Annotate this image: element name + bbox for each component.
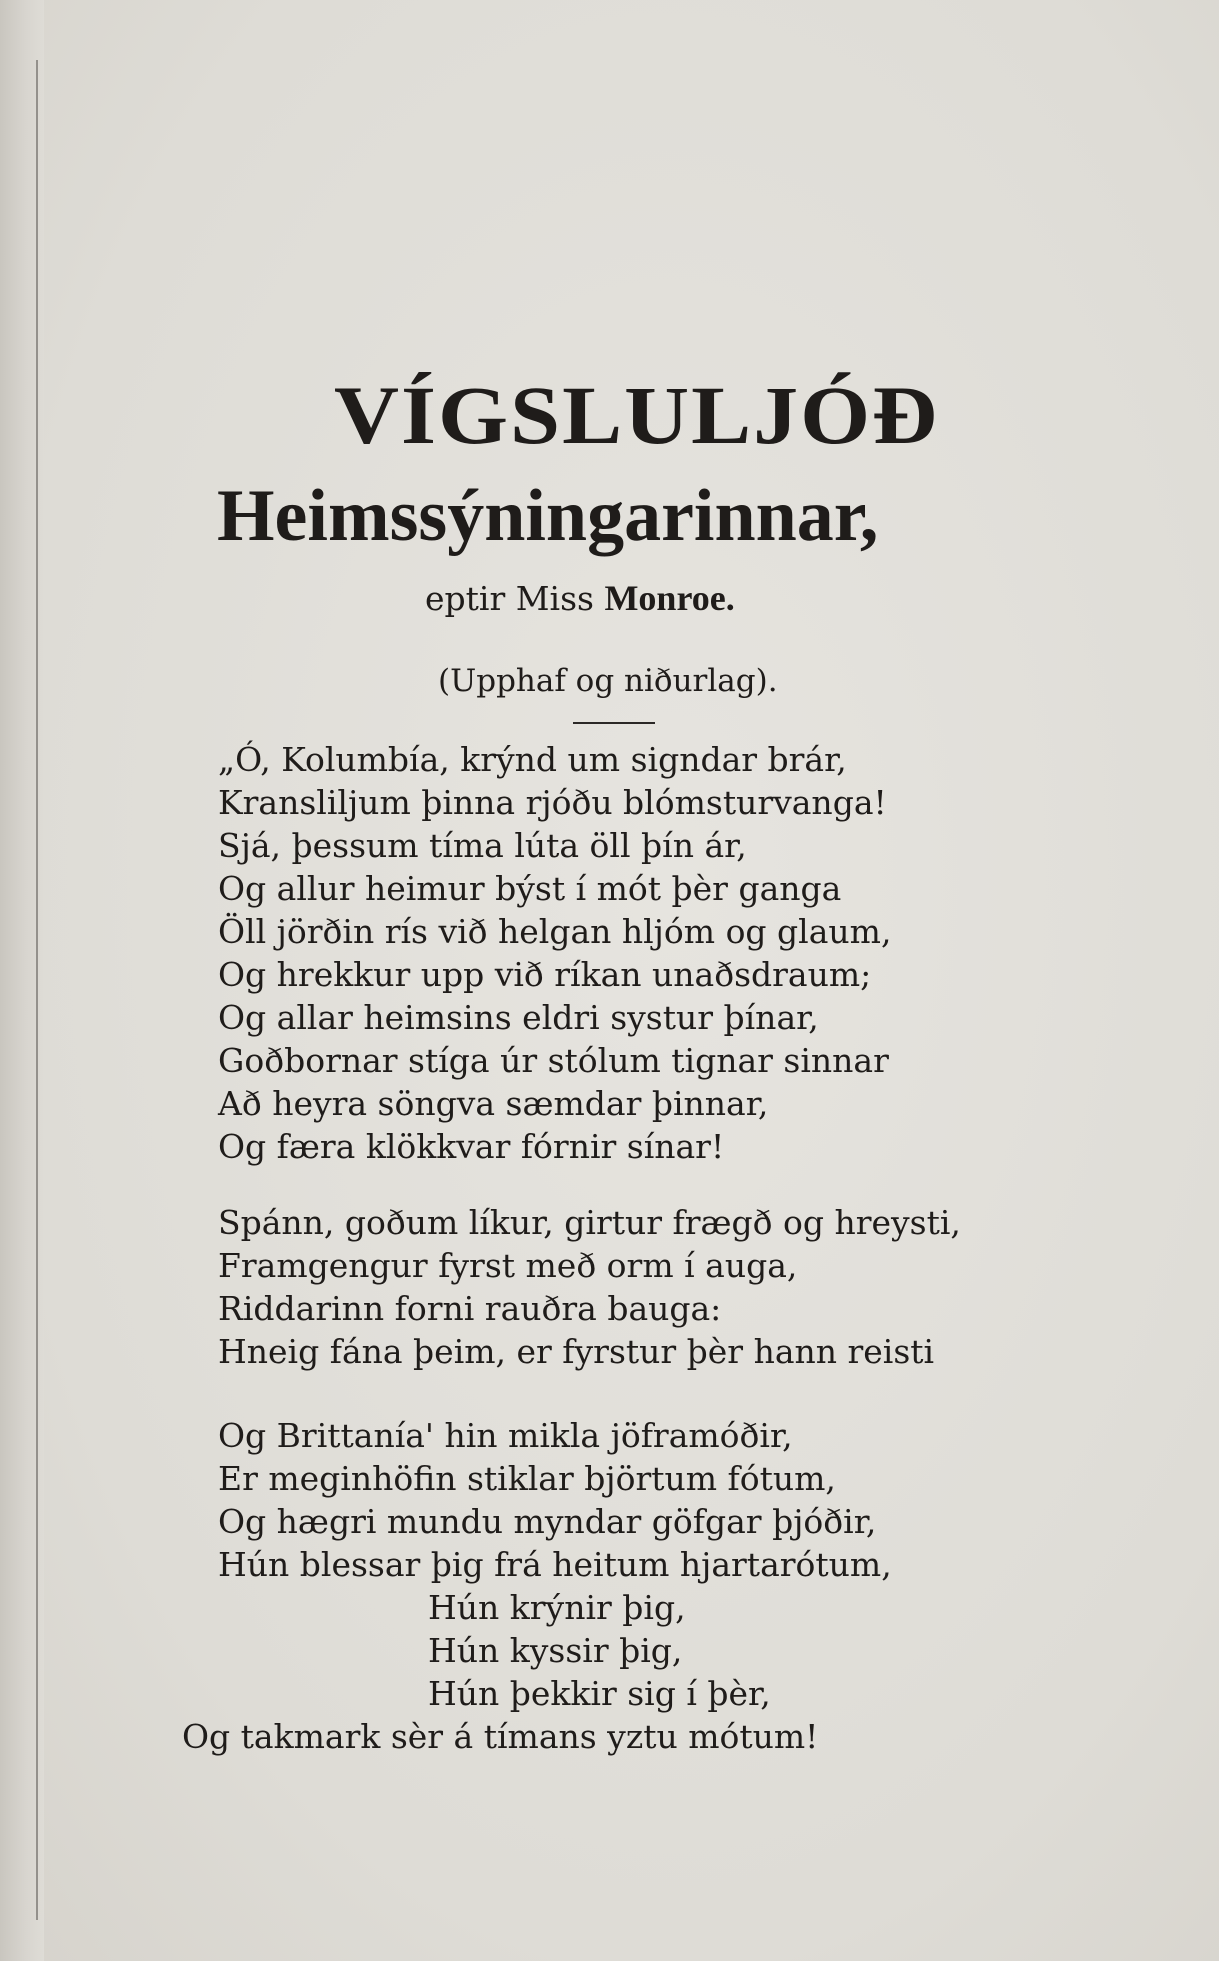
verse-line: Goðbornar stíga úr stólum tignar sinnar — [218, 1041, 889, 1080]
verse-line: „Ó, Kolumbía, krýnd um signdar brár, — [218, 740, 847, 779]
verse-line-indented: Hún krýnir þig, — [428, 1588, 686, 1627]
poem-title: VÍGSLULJÓÐ — [334, 370, 940, 462]
stanza-1 — [218, 738, 891, 1168]
verse-line: Spánn, goðum líkur, girtur frægð og hreysti, — [218, 1203, 961, 1242]
author-byline — [425, 580, 735, 616]
verse-line-outdented: Og takmark sèr á tímans yztu mótum! — [182, 1717, 819, 1756]
verse-line: Hún blessar þig frá heitum hjartarótum, — [218, 1545, 892, 1584]
verse-line: Og allur heimur býst í mót þèr ganga — [218, 869, 842, 908]
verse-line: Hneig fána þeim, er fyrstur þèr hann reisti — [218, 1332, 935, 1371]
author-name: Monroe. — [604, 578, 735, 618]
verse-line: Riddarinn forni rauðra bauga: — [218, 1289, 722, 1328]
stanza-3 — [182, 1414, 892, 1758]
verse-line-indented: Hún þekkir sig í þèr, — [428, 1674, 771, 1713]
verse-line: Sjá, þessum tíma lúta öll þín ár, — [218, 826, 747, 865]
verse-line: Og allar heimsins eldri systur þínar, — [218, 998, 819, 1037]
stanza-2 — [218, 1201, 961, 1373]
verse-line: Öll jörðin rís við helgan hljóm og glaum, — [218, 912, 892, 951]
binding-edge — [36, 60, 38, 1920]
verse-line: Að heyra söngva sæmdar þinnar, — [218, 1084, 769, 1123]
verse-line: Kransliljum þinna rjóðu blómsturvanga! — [218, 783, 887, 822]
separator-rule — [573, 722, 655, 724]
verse-line: Er meginhöfin stiklar björtum fótum, — [218, 1459, 836, 1498]
poem-title-subline: Heimssýningarinnar, — [217, 475, 879, 557]
verse-line: Og Brittanía' hin mikla jöframóðir, — [218, 1416, 793, 1455]
byline-prefix: eptir Miss — [425, 579, 594, 618]
verse-line-indented: Hún kyssir þig, — [428, 1631, 683, 1670]
verse-line: Og færa klökkvar fórnir sínar! — [218, 1127, 725, 1166]
verse-line: Framgengur fyrst með orm í auga, — [218, 1246, 798, 1285]
verse-line: Og hægri mundu myndar göfgar þjóðir, — [218, 1502, 877, 1541]
poem-subtitle: (Upphaf og niðurlag). — [438, 663, 778, 699]
verse-line: Og hrekkur upp við ríkan unaðsdraum; — [218, 955, 872, 994]
